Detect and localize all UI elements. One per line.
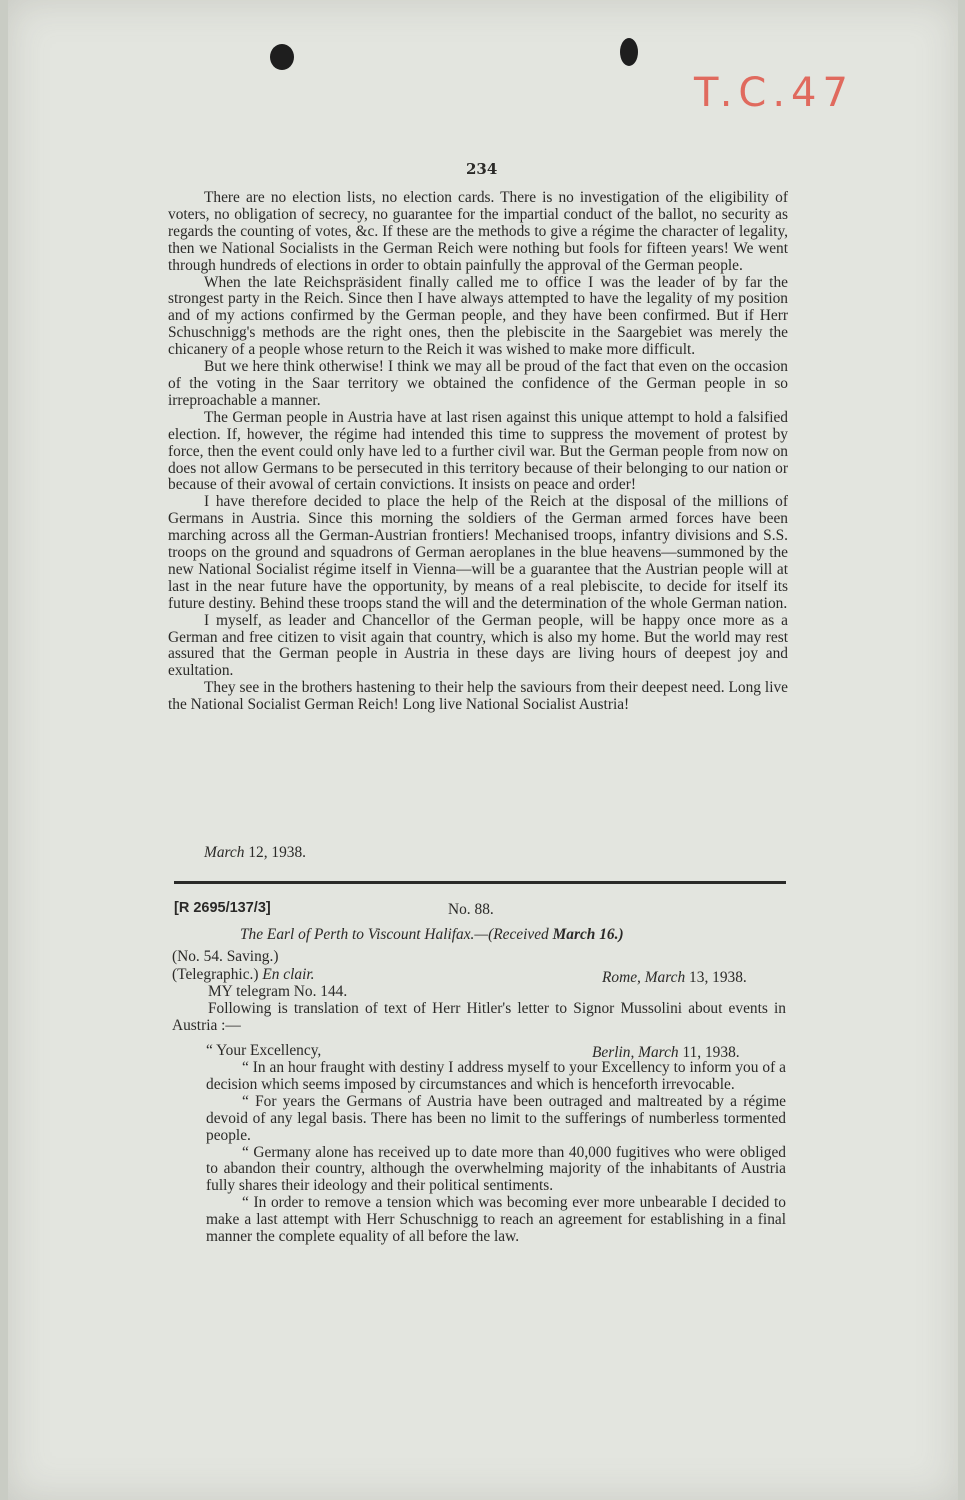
saving-line: (No. 54. Saving.) xyxy=(172,948,279,965)
letter-paragraph: “ Germany alone has received up to date more than 40,000 fugitives who were obliged to abandon their country, although the overwhelming majority of the inhabitants of Austria fully shares their ideology and their political sentiments. xyxy=(206,1143,786,1195)
subtitle-tail: 16.) xyxy=(595,926,624,943)
section-divider xyxy=(174,881,786,884)
letter-paragraph: “ In an hour fraught with destiny I address myself to your Excellency to inform you of a decision which seems imposed by circumstances and which is henceforth irrevocable. xyxy=(206,1059,786,1093)
handwritten-annotation: T.C.47 xyxy=(694,70,854,116)
punch-hole xyxy=(620,38,638,66)
paragraph: They see in the brothers hastening to their help the saviours from their deepest need. Long live the National Socialist German Reich! Long live National Socialist Austria! xyxy=(168,679,788,714)
file-reference: [R 2695/137/3] xyxy=(174,900,271,916)
following-line: Following is translation of text of Herr Hitler's letter to Signor Mussolini about events in Austria :— xyxy=(172,999,786,1034)
document-number: No. 88. xyxy=(448,901,494,918)
greeting-row xyxy=(206,1042,772,1060)
paragraph: I myself, as leader and Chancellor of the German people, will be happy once more as a German and free citizen to visit again that country, which is also my home. But the world may rest assured that the German people in Austria in these days are living hours of deepest joy and exultation. xyxy=(168,611,788,680)
date-month: March xyxy=(204,844,245,861)
document-subtitle xyxy=(240,926,624,944)
subtitle-date: March xyxy=(552,926,596,943)
letter-body xyxy=(206,1060,786,1246)
paragraph: The German people in Austria have at last risen against this unique attempt to hold a falsified election. If, however, the régime had intended this time to suppress the movement of protest by force, then the event could only have led to a further civil war. But the German people from now on does not allow Germans to be persecuted in this territory because of their belonging to our nation or because of their avowal of certain convictions. It insists on peace and order! xyxy=(168,408,788,494)
telegram-line: MY telegram No. 144. xyxy=(208,983,348,1000)
paragraph: When the late Reichspräsident finally called me to office I was the leader of by far the strongest party in the Reich. Since then I have always attempted to have the legality of my position and of my actions confirmed by the German people, and they have been confirmed. But if Herr Schuschnigg's methods are the right ones, then the plebiscite in the Saargebiet was merely the chicanery of a people whose return to the Reich it was wished to make more difficult. xyxy=(168,273,788,359)
page-number: 234 xyxy=(466,160,498,178)
place: Rome, March xyxy=(602,969,686,986)
letter-date xyxy=(204,844,306,862)
punch-hole xyxy=(270,44,294,70)
paragraph: I have therefore decided to place the help of the Reich at the disposal of the millions of Germans in Austria. Since this morning the soldiers of the German armed forces have been marching across all the German-Austrian frontiers! Mechanised troops, infantry divisions and S.S. troops on the ground and squadrons of German aeroplanes in the blue heavens—summoned by the new National Socialist régime itself in Vienna—will be a guarantee that the Austrian people will at last in the near future have the opportunity, by means of a real plebiscite, to decide for itself its future destiny. Behind these troops stand the will and the determination of the whole German nation. xyxy=(168,493,788,612)
telegraphic-prefix: (Telegraphic.) xyxy=(172,966,263,983)
body-text xyxy=(168,190,788,714)
place-date-value: 13, 1938. xyxy=(685,969,747,986)
paragraph: There are no election lists, no election cards. There is no investigation of the eligibility of voters, no obligation of secrecy, no guarantee for the impartial conduct of the ballot, no security as regards the counting of votes, &c. If these are the methods to give a régime the character of legality, then we National Socialists in the German Reich were nothing but fools for fifteen years! We went through hundreds of elections in order to obtain painfully the approval of the German people. xyxy=(168,189,788,274)
berlin-place: Berlin, March xyxy=(592,1044,679,1061)
paragraph: But we here think otherwise! I think we may all be proud of the fact that even on the occasion of the voting in the Saar territory we obtained the confidence of the German people in so irreproachable a manner. xyxy=(168,358,788,409)
berlin-date-value: 11, 1938. xyxy=(678,1044,740,1061)
letter-paragraph: “ For years the Germans of Austria have been outraged and maltreated by a régime devoid of any legal basis. There has been no limit to the sufferings of numberless tormented people. xyxy=(206,1092,786,1144)
subtitle-main: The Earl of Perth to Viscount Halifax.—(Received xyxy=(240,926,553,943)
greeting: “ Your Excellency, xyxy=(206,1042,322,1059)
telegraphic-line xyxy=(172,966,315,984)
telegram-intro xyxy=(172,984,786,1035)
telegraphic-italic: En clair. xyxy=(262,966,315,983)
letter-paragraph: “ In order to remove a tension which was becoming ever more unbearable I decided to make a last attempt with Herr Schuschnigg to reach an agreement for establishing in a final manner the complete equality of all before the law. xyxy=(206,1194,786,1246)
date-rest: 12, 1938. xyxy=(244,844,307,861)
